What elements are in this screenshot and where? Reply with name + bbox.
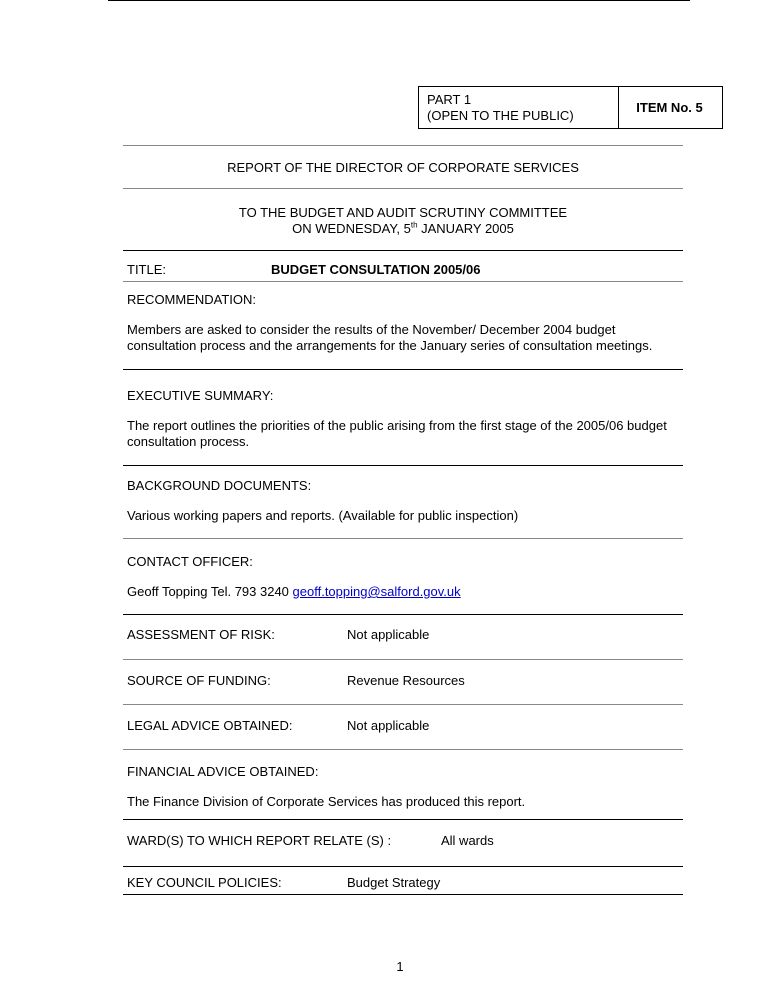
meeting-date: ON WEDNESDAY, 5th JANUARY 2005 [292,220,514,236]
policies-label: KEY COUNCIL POLICIES: [127,875,282,890]
background-text: Various working papers and reports. (Available for public inspection) [127,508,519,523]
divider [123,250,683,251]
item-box [617,86,723,129]
divider [123,465,683,466]
policies-value: Budget Strategy [347,875,441,890]
divider [123,819,683,820]
top-page-rule [108,0,690,1]
risk-value: Not applicable [347,627,430,642]
part-box [418,86,619,129]
divider [123,614,683,615]
contact-text: Geoff Topping Tel. 793 3240 geoff.topping@salford.gov.uk [127,584,461,599]
contact-heading: CONTACT OFFICER: [127,554,253,569]
divider [123,145,683,146]
divider [123,369,683,370]
committee-line: TO THE BUDGET AND AUDIT SCRUTINY COMMITTEE [238,205,568,220]
recommendation-text: Members are asked to consider the results of the November/ December 2004 budget consultation process and the arrangements for the January series of consultation meetings. [127,322,653,353]
financial-heading: FINANCIAL ADVICE OBTAINED: [127,764,319,779]
report-of: REPORT OF THE DIRECTOR OF CORPORATE SERVICES [227,160,579,175]
funding-value: Revenue Resources [347,673,465,688]
wards-label: WARD(S) TO WHICH REPORT RELATE (S) : [127,833,392,848]
legal-label: LEGAL ADVICE OBTAINED: [127,718,293,733]
divider [123,866,683,867]
part-line2: (OPEN TO THE PUBLIC) [427,108,574,123]
divider [123,749,683,750]
divider [123,704,683,705]
wards-value: All wards [441,833,494,848]
report-title: BUDGET CONSULTATION 2005/06 [271,262,481,277]
page-number: 1 [396,959,404,974]
executive-summary-text: The report outlines the priorities of the public arising from the first stage of the 2005/06 budget consultation process. [127,418,667,449]
divider [123,188,683,189]
recommendation-heading: RECOMMENDATION: [127,292,257,307]
title-label: TITLE: [127,262,167,277]
divider [123,659,683,660]
item-label: ITEM No. 5 [636,100,703,115]
divider [123,894,683,895]
background-heading: BACKGROUND DOCUMENTS: [127,478,312,493]
divider [123,538,683,539]
contact-email-link[interactable]: geoff.topping@salford.gov.uk [292,584,461,599]
divider [123,281,683,282]
part-line1: PART 1 [427,92,472,107]
financial-text: The Finance Division of Corporate Services has produced this report. [127,794,526,809]
risk-label: ASSESSMENT OF RISK: [127,627,275,642]
funding-label: SOURCE OF FUNDING: [127,673,271,688]
executive-summary-heading: EXECUTIVE SUMMARY: [127,388,274,403]
legal-value: Not applicable [347,718,430,733]
